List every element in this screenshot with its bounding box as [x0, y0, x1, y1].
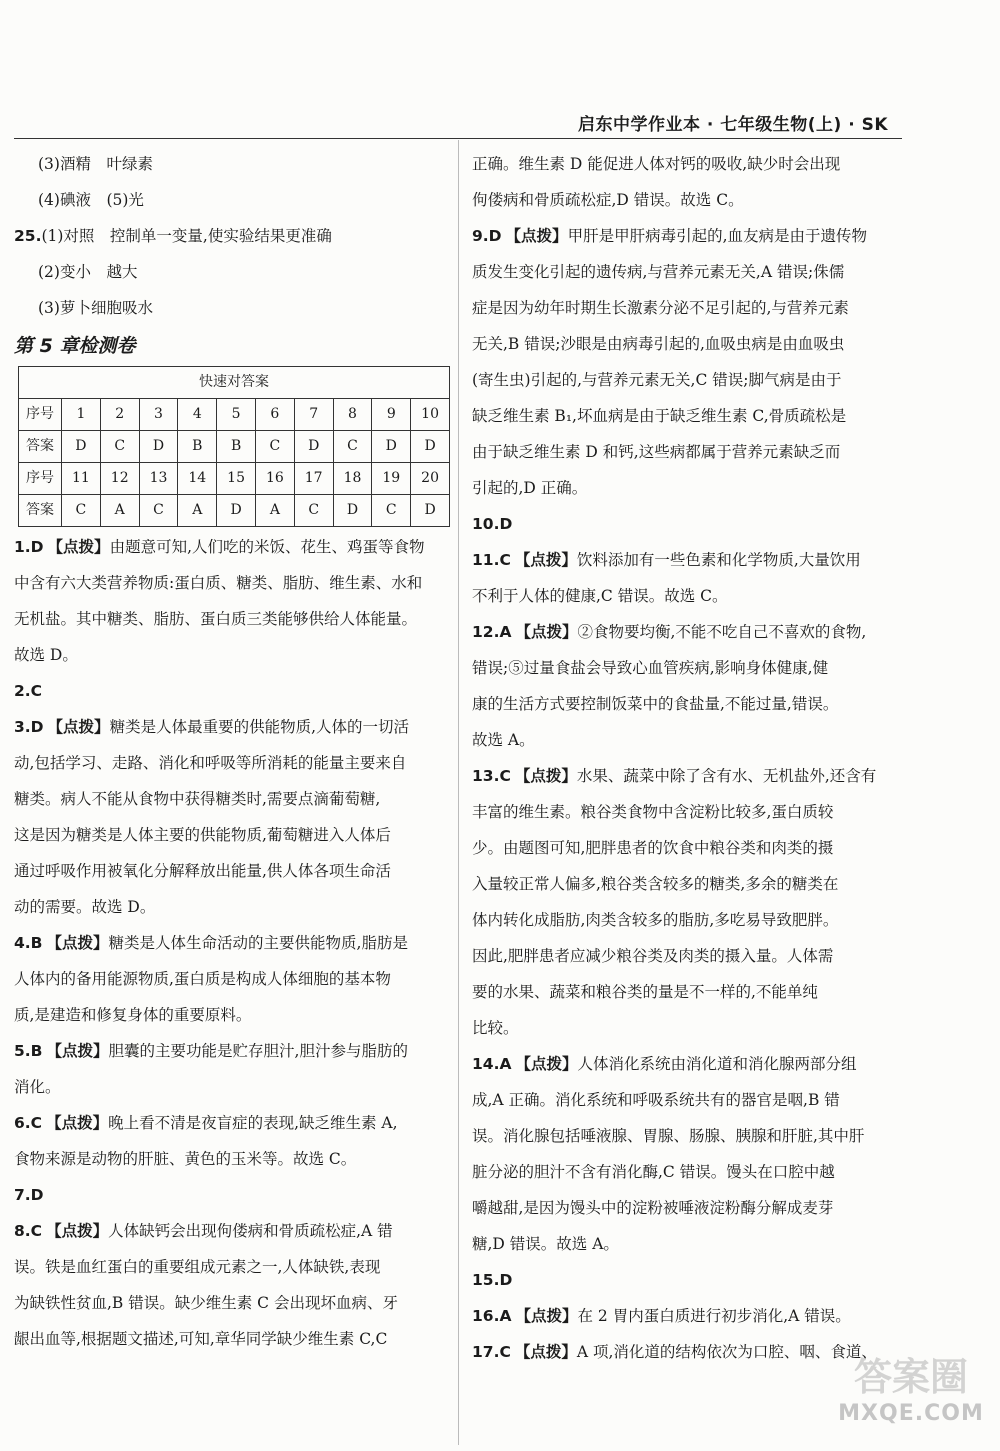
line-text: 嚼越甜,是因为馒头中的淀粉被唾液淀粉酶分解成麦芽: [472, 1199, 834, 1217]
text-line: [472, 1154, 912, 1190]
row-label-answer: 答案: [19, 431, 62, 463]
table-number-cell: 16: [255, 463, 294, 495]
table-answer-cell: C: [62, 495, 101, 527]
question-number: 2.C: [14, 682, 43, 700]
text-line: [472, 506, 912, 542]
question-number: 11.C: [472, 551, 511, 569]
table-number-cell: 6: [255, 399, 294, 431]
hint-label: 【点拨】: [46, 1042, 109, 1060]
line-text: 丰富的维生素。粮谷类食物中含淀粉比较多,蛋白质较: [472, 803, 834, 821]
hint-label: 【点拨】: [514, 1343, 577, 1361]
text-line: [14, 182, 444, 218]
hint-label: 【点拨】: [514, 767, 577, 785]
row-label-number: 序号: [19, 399, 62, 431]
line-text: 缺乏维生素 B₁,坏血病是由于缺乏维生素 C,骨质疏松是: [472, 407, 847, 425]
text-line: [472, 758, 912, 794]
line-text: A 项,消化道的结构依次为口腔、咽、食道、: [576, 1343, 877, 1361]
line-text: 人体消化系统由消化道和消化腺两部分组: [577, 1055, 857, 1073]
table-answer-cell: D: [372, 431, 411, 463]
table-number-cell: 7: [294, 399, 333, 431]
text-line: [472, 254, 912, 290]
text-line: [472, 146, 912, 182]
line-text: 误。铁是血红蛋白的重要组成元素之一,人体缺铁,表现: [14, 1258, 381, 1276]
line-text: 佝偻病和骨质疏松症,D 错误。故选 C。: [472, 191, 744, 209]
line-text: 由于缺乏维生素 D 和钙,这些病都属于营养元素缺乏而: [472, 443, 841, 461]
line-text: 成,A 正确。消化系统和呼吸系统共有的器官是咽,B 错: [472, 1091, 840, 1109]
line-text: 要的水果、蔬菜和粮谷类的量是不一样的,不能单纯: [472, 983, 818, 1001]
question-number: 3.D: [14, 718, 44, 736]
line-text: 食物来源是动物的肝脏、黄色的玉米等。故选 C。: [14, 1150, 357, 1168]
answer-table: [18, 366, 450, 527]
text-line: [14, 817, 444, 853]
text-line: [472, 434, 912, 470]
hint-label: 【点拨】: [47, 538, 110, 556]
watermark-top: 答案圈: [853, 1355, 968, 1399]
table-number-cell: 11: [62, 463, 101, 495]
line-text: 饮料添加有一些色素和化学物质,大量饮用: [576, 551, 861, 569]
question-number: 6.C: [14, 1114, 43, 1132]
question-number: 14.A: [472, 1055, 512, 1073]
right-column: [472, 146, 912, 1370]
text-line: [472, 218, 912, 254]
text-line: [14, 781, 444, 817]
table-number-cell: 13: [139, 463, 178, 495]
question-number: 13.C: [472, 767, 511, 785]
line-text: 糖类是人体生命活动的主要供能物质,脂肪是: [108, 934, 408, 952]
text-line: [472, 578, 912, 614]
table-number-cell: 17: [294, 463, 333, 495]
line-text: 胆囊的主要功能是贮存胆汁,胆汁参与脂肪的: [108, 1042, 408, 1060]
text-line: [472, 542, 912, 578]
table-number-cell: 12: [100, 463, 139, 495]
line-text: 为缺铁性贫血,B 错误。缺少维生素 C 会出现坏血病、牙: [14, 1294, 398, 1312]
table-number-cell: 10: [411, 399, 450, 431]
table-answer-cell: C: [139, 495, 178, 527]
line-text: 因此,肥胖患者应减少粮谷类及肉类的摄入量。人体需: [472, 947, 834, 965]
text-line: [472, 470, 912, 506]
answer-table-caption: 快速对答案: [19, 367, 450, 399]
table-answer-cell: C: [333, 431, 372, 463]
text-line: [14, 1033, 444, 1069]
row-label-answer: 答案: [19, 495, 62, 527]
hint-label: 【点拨】: [47, 718, 110, 736]
line-text: 症是因为幼年时期生长激素分泌不足引起的,与营养元素: [472, 299, 849, 317]
text-line: [472, 326, 912, 362]
table-answer-cell: A: [255, 495, 294, 527]
line-text: 消化。: [14, 1078, 61, 1096]
table-number-cell: 2: [100, 399, 139, 431]
watermark-bottom: MXQE.COM: [838, 1401, 984, 1426]
line-text: 质发生变化引起的遗传病,与营养元素无关,A 错误;侏儒: [472, 263, 845, 281]
text-line: [14, 529, 444, 565]
right-answer-lines: [472, 146, 912, 1370]
text-line: [14, 1213, 444, 1249]
line-text: (寄生虫)引起的,与营养元素无关,C 错误;脚气病是由于: [472, 371, 842, 389]
line-text: 质,是建造和修复身体的重要原料。: [14, 1006, 252, 1024]
text-line: [472, 722, 912, 758]
question-number: 25.: [14, 227, 42, 245]
question-number: 8.C: [14, 1222, 43, 1240]
line-text: (1)对照 控制单一变量,使实验结果更准确: [41, 227, 332, 245]
table-answer-cell: B: [217, 431, 256, 463]
line-text: 入量较正常人偏多,粮谷类含较多的糖类,多余的糖类在: [472, 875, 839, 893]
line-text: 正确。维生素 D 能促进人体对钙的吸收,缺少时会出现: [472, 155, 841, 173]
question-number: 5.B: [14, 1042, 43, 1060]
hint-label: 【点拨】: [515, 623, 578, 641]
line-text: 故选 D。: [14, 646, 78, 664]
text-line: [472, 902, 912, 938]
line-text: 糖,D 错误。故选 A。: [472, 1235, 619, 1253]
table-answer-cell: D: [333, 495, 372, 527]
table-answer-cell: D: [62, 431, 101, 463]
text-line: [472, 1046, 912, 1082]
line-text: 体内转化成脂肪,肉类含较多的脂肪,多吃易导致肥胖。: [472, 911, 839, 929]
text-line: [472, 686, 912, 722]
text-line: [472, 398, 912, 434]
line-text: 无机盐。其中糖类、脂肪、蛋白质三类能够供给人体能量。: [14, 610, 418, 628]
left-answer-lines: [14, 529, 444, 1357]
line-text: 引起的,D 正确。: [472, 479, 588, 497]
text-line: [14, 961, 444, 997]
text-line: [472, 1082, 912, 1118]
table-number-cell: 18: [333, 463, 372, 495]
text-line: [14, 1069, 444, 1105]
table-answer-cell: C: [255, 431, 294, 463]
line-text: 不利于人体的健康,C 错误。故选 C。: [472, 587, 728, 605]
text-line: [14, 565, 444, 601]
text-line: [14, 889, 444, 925]
text-line: [472, 290, 912, 326]
text-line: [14, 1285, 444, 1321]
text-line: [14, 673, 444, 709]
line-text: 无关,B 错误;沙眼是由病毒引起的,血吸虫病是由血吸虫: [472, 335, 845, 353]
hint-label: 【点拨】: [515, 1307, 578, 1325]
hint-label: 【点拨】: [514, 551, 577, 569]
text-line: [472, 794, 912, 830]
table-answer-cell: A: [178, 495, 217, 527]
hint-label: 【点拨】: [515, 1055, 578, 1073]
line-text: 通过呼吸作用被氧化分解释放出能量,供人体各项生命活: [14, 862, 391, 880]
table-answer-cell: C: [100, 431, 139, 463]
column-divider: [458, 140, 459, 1445]
line-text: (3)酒精 叶绿素: [38, 155, 153, 173]
text-line: [14, 1177, 444, 1213]
line-text: 甲肝是甲肝病毒引起的,血友病是由于遗传物: [567, 227, 867, 245]
table-number-cell: 3: [139, 399, 178, 431]
table-answer-cell: D: [411, 495, 450, 527]
line-text: 康的生活方式要控制饭菜中的食盐量,不能过量,错误。: [472, 695, 839, 713]
text-line: [14, 997, 444, 1033]
text-line: [472, 182, 912, 218]
line-text: 动的需要。故选 D。: [14, 898, 156, 916]
question-number: 4.B: [14, 934, 43, 952]
text-line: [472, 1118, 912, 1154]
left-column: [14, 146, 444, 1357]
text-line: [472, 974, 912, 1010]
text-line: [472, 1190, 912, 1226]
table-number-cell: 1: [62, 399, 101, 431]
question-number: 10.D: [472, 515, 513, 533]
table-number-cell: 19: [372, 463, 411, 495]
line-text: (4)碘液 (5)光: [38, 191, 144, 209]
line-text: 脏分泌的胆汁不含有消化酶,C 错误。馒头在口腔中越: [472, 1163, 835, 1181]
line-text: 动,包括学习、走路、消化和呼吸等所消耗的能量主要来自: [14, 754, 407, 772]
text-line: [472, 1010, 912, 1046]
line-text: 由题意可知,人们吃的米饭、花生、鸡蛋等食物: [109, 538, 425, 556]
table-answer-cell: D: [217, 495, 256, 527]
hint-label: 【点拨】: [46, 1222, 109, 1240]
answer-table-row-answers-2: [19, 495, 450, 527]
text-line: [14, 254, 444, 290]
table-answer-cell: D: [294, 431, 333, 463]
text-line: [472, 362, 912, 398]
text-line: [472, 1226, 912, 1262]
text-line: [14, 925, 444, 961]
line-text: 水果、蔬菜中除了含有水、无机盐外,还含有: [576, 767, 877, 785]
line-text: 错误;⑤过量食盐会导致心血管疾病,影响身体健康,健: [472, 659, 829, 677]
header-title: 启东中学作业本 · 七年级生物(上) · SK: [577, 115, 888, 135]
table-number-cell: 5: [217, 399, 256, 431]
question-number: 7.D: [14, 1186, 44, 1204]
text-line: [14, 745, 444, 781]
line-text: 晚上看不清是夜盲症的表现,缺乏维生素 A,: [108, 1114, 398, 1132]
text-line: [472, 650, 912, 686]
table-number-cell: 14: [178, 463, 217, 495]
row-label-number: 序号: [19, 463, 62, 495]
line-text: (2)变小 越大: [38, 263, 138, 281]
hint-label: 【点拨】: [505, 227, 568, 245]
text-line: [14, 1141, 444, 1177]
line-text: 少。由题图可知,肥胖患者的饮食中粮谷类和肉类的摄: [472, 839, 834, 857]
question-number: 16.A: [472, 1307, 512, 1325]
answer-table-row-numbers-1: [19, 399, 450, 431]
hint-label: 【点拨】: [46, 1114, 109, 1132]
text-line: [14, 709, 444, 745]
text-line: [14, 1321, 444, 1357]
table-number-cell: 20: [411, 463, 450, 495]
table-answer-cell: C: [372, 495, 411, 527]
question-number: 9.D: [472, 227, 502, 245]
text-line: [472, 938, 912, 974]
line-text: (3)萝卜细胞吸水: [38, 299, 153, 317]
text-line: [14, 1105, 444, 1141]
line-text: 人体内的备用能源物质,蛋白质是构成人体细胞的基本物: [14, 970, 391, 988]
line-text: 比较。: [472, 1019, 519, 1037]
line-text: 糖类。病人不能从食物中获得糖类时,需要点滴葡萄糖,: [14, 790, 381, 808]
line-text: 故选 A。: [472, 731, 535, 749]
text-line: [14, 146, 444, 182]
line-text: 龈出血等,根据题文描述,可知,章华同学缺少维生素 C,C: [14, 1330, 388, 1348]
table-answer-cell: B: [178, 431, 217, 463]
line-text: 糖类是人体最重要的供能物质,人体的一切活: [109, 718, 409, 736]
answer-table-row-answers-1: [19, 431, 450, 463]
line-text: 这是因为糖类是人体主要的供能物质,葡萄糖进入人体后: [14, 826, 391, 844]
line-text: 中含有六大类营养物质:蛋白质、糖类、脂肪、维生素、水和: [14, 574, 423, 592]
table-answer-cell: D: [411, 431, 450, 463]
text-line: [14, 637, 444, 673]
table-answer-cell: C: [294, 495, 333, 527]
line-text: ②食物要均衡,不能不吃自己不喜欢的食物,: [577, 623, 867, 641]
page-header: [14, 112, 902, 139]
question-number: 17.C: [472, 1343, 511, 1361]
section-title: 第 5 章检测卷: [14, 335, 136, 357]
text-line: [14, 853, 444, 889]
text-line: [472, 1262, 912, 1298]
text-line: [472, 614, 912, 650]
text-line: [472, 830, 912, 866]
table-number-cell: 4: [178, 399, 217, 431]
table-number-cell: 8: [333, 399, 372, 431]
line-text: 人体缺钙会出现佝偻病和骨质疏松症,A 错: [108, 1222, 393, 1240]
table-answer-cell: D: [139, 431, 178, 463]
text-line: [14, 1249, 444, 1285]
table-number-cell: 9: [372, 399, 411, 431]
text-line: [14, 218, 444, 254]
text-line: [472, 866, 912, 902]
question-number: 15.D: [472, 1271, 513, 1289]
line-text: 误。消化腺包括唾液腺、胃腺、肠腺、胰腺和肝脏,其中肝: [472, 1127, 865, 1145]
line-text: 在 2 胃内蛋白质进行初步消化,A 错误。: [577, 1307, 851, 1325]
text-line: [14, 290, 444, 326]
text-line: [14, 601, 444, 637]
question-number: 12.A: [472, 623, 512, 641]
table-number-cell: 15: [217, 463, 256, 495]
left-pre-lines: [14, 146, 444, 326]
watermark-logo: [836, 1353, 986, 1443]
text-line: [472, 1298, 912, 1334]
question-number: 1.D: [14, 538, 44, 556]
hint-label: 【点拨】: [46, 934, 109, 952]
table-answer-cell: A: [100, 495, 139, 527]
answer-table-row-numbers-2: [19, 463, 450, 495]
